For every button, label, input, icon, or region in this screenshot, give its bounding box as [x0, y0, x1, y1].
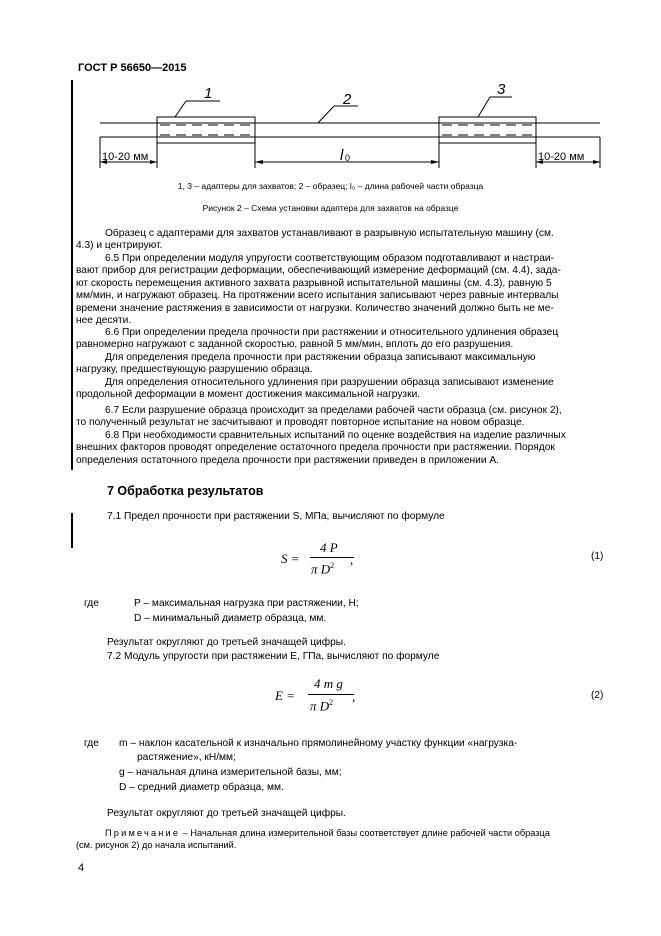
formula-1-lhs: S =: [281, 551, 300, 566]
where-label: где: [84, 738, 99, 749]
formula-1-denominator: π $D^2$: [311, 561, 335, 577]
paragraph: Для определения предела прочности при растяжении образца записывают максимальную нагрузку, предшествующую разрушению образца.: [76, 352, 536, 376]
formula-1-comma: ,: [350, 552, 354, 567]
variable-definition: m – наклон касательной к изначально прямолинейному участку функции «нагрузка-: [119, 738, 518, 749]
formula-2-comma: ,: [352, 689, 356, 704]
standard-header: ГОСТ Р 56650—2015: [78, 62, 187, 74]
paragraph-6-7: 6.7 Если разрушение образца происходит за пределами рабочей части образца (см. рисунок 2), то полученный результат не засчитывают и проводят повторное испытание на новом образце.: [76, 405, 562, 429]
where-label: где: [84, 598, 99, 609]
dimension-l0-subscript: 0: [345, 153, 351, 163]
dimension-left: 10-20 мм: [102, 151, 149, 163]
figure-label-2: 2: [343, 91, 352, 108]
formula-2-denominator: π $D^2$: [310, 698, 334, 714]
equation-number-1: (1): [591, 551, 604, 562]
figure-label-3: 3: [497, 81, 506, 98]
equation-number-2: (2): [591, 690, 604, 701]
variable-definition: D – минимальный диаметр образца, мм.: [134, 613, 327, 624]
rounding-note: Результат округляют до третьей значащей цифры.: [107, 637, 346, 648]
variable-definition: g – начальная длина измерительной базы, мм;: [119, 767, 342, 778]
variable-definition: D – средний диаметр образца, мм.: [119, 782, 284, 793]
formula-2-numerator: 4 m g: [314, 676, 343, 691]
formula-1-fraction-bar: [310, 557, 354, 558]
figure-label-1: 1: [204, 85, 213, 102]
variable-definition: P – максимальная нагрузка при растяжении, Н;: [134, 598, 359, 609]
paragraph: Образец с адаптерами для захватов устанавливают в разрывную испытательную машину (см. 4.3) и центрируют.: [76, 228, 554, 252]
revision-bar: [71, 513, 73, 548]
paragraph-7-2: 7.2 Модуль упругости при растяжении E, ГПа, вычисляют по формуле: [107, 651, 440, 662]
paragraph-6-8: 6.8 При необходимости сравнительных испытаний по оценке воздействия на изделие различных внешних факторов проводят определение остаточного предела прочности при растяжении. Порядок определения остаточного предела прочности при растяжении приведен в приложении А.: [76, 430, 566, 466]
paragraph-6-5: 6.5 При определении модуля упругости соответствующим образом подготавливают и настраи- вают прибор для регистрации деформации, обеспечивающий измерение деформаций (см. 4.4), зада- ют скорость перемещения активного захвата разрывной испытательной машины (см. 4.3), равную 5 мм/мин, и нагружают образец. На протяжении всего испытания записывают через равные интервалы времени значение растяжения в зависимости от нагрузки. Количество значений должно быть не ме- нее десяти.: [76, 253, 561, 327]
paragraph-7-1: 7.1 Предел прочности при растяжении S, МПа, вычисляют по формуле: [107, 511, 445, 522]
dimension-right: 10-20 мм: [538, 151, 585, 163]
note: Примечание – Начальная длина измерительной базы соответствует длине рабочей части образца (см. рисунок 2) до начала испытаний.: [76, 828, 550, 850]
section-heading: 7 Обработка результатов: [107, 484, 264, 498]
specimen-diagram: [0, 80, 661, 180]
paragraph-6-6: 6.6 При определении предела прочности при растяжении и относительного удлинения образец равномерно нагружают с заданной скоростью, равной 5 мм/мин, вплоть до его разрушения.: [76, 327, 559, 351]
figure-legend: 1, 3 – адаптеры для захватов; 2 – образец; l₀ – длина рабочей части образца: [177, 181, 484, 191]
formula-1-numerator: 4 P: [320, 540, 338, 555]
figure-title: Рисунок 2 – Схема установки адаптера для захватов на образце: [202, 203, 459, 213]
rounding-note: Результат округляют до третьей значащей цифры.: [107, 808, 346, 819]
paragraph: Для определения относительного удлинения при разрушении образца записывают изменение продольной деформации в момент достижения максимальной нагрузки.: [76, 377, 554, 401]
page-number: 4: [78, 862, 85, 874]
variable-definition: растяжение», кН/мм;: [137, 752, 236, 763]
dimension-l0: l: [340, 147, 344, 164]
formula-2-lhs: E =: [275, 688, 295, 703]
formula-2-fraction-bar: [308, 694, 354, 695]
